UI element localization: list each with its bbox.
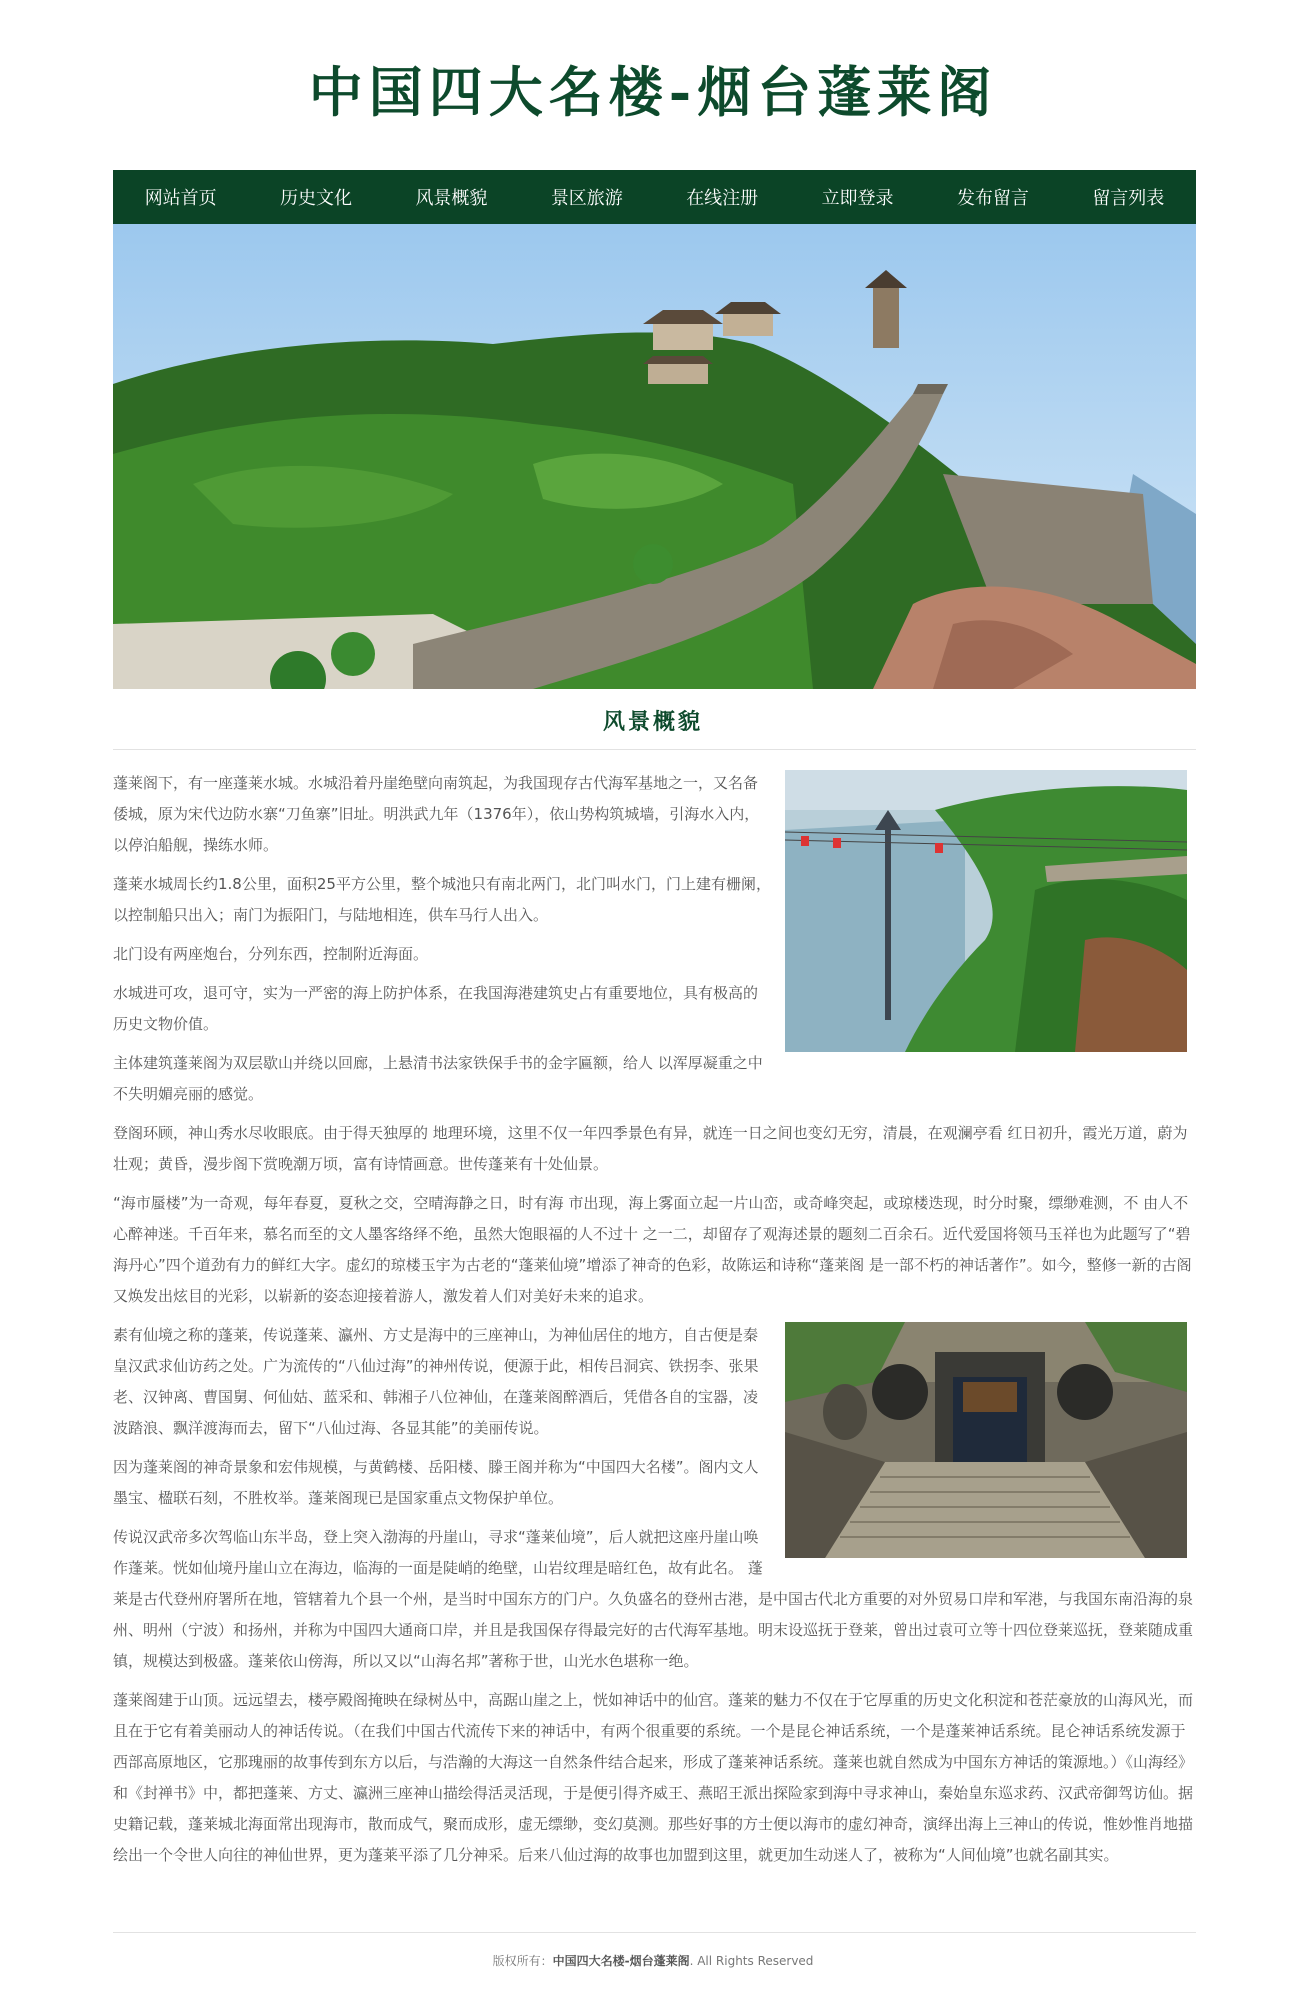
nav-item-login[interactable]: 立即登录 [821, 188, 894, 209]
paragraph: 素有仙境之称的蓬莱，传说蓬莱、瀛州、方丈是海中的三座神山，为神仙居住的地方，自古便是秦皇汉武求仙访药之处。广为流传的“八仙过海”的神州传说，便源于此，相传吕洞宾、铁拐李、张果老、汉钟离、曹国舅、何仙姑、蓝采和、韩湘子八位神仙，在蓬莱阁醉酒后，凭借各自的宝器，凌波踏浪、飘洋渡海而去，留下“八仙过海、各显其能”的美丽传说。 [113, 1326, 759, 1437]
footer-prefix: 版权所有： [492, 1954, 553, 1968]
paragraph: 蓬莱阁下，有一座蓬莱水城。水城沿着丹崖绝壁向南筑起，为我国现存古代海军基地之一，又名备倭城，原为宋代边防水寨“刀鱼寨”旧址。明洪武九年（1376年），依山势构筑城墙，引海水入内，以停泊船舰，操练水师。 [113, 774, 760, 854]
paragraph: 水城进可攻，退可守，实为一严密的海上防护体系，在我国海港建筑史占有重要地位，具有极高的历史文物价值。 [113, 984, 759, 1033]
site-title: 中国四大名楼-烟台蓬莱阁 [308, 60, 998, 124]
section-divider [113, 749, 1196, 750]
paragraph: 北门设有两座炮台，分列东西，控制附近海面。 [113, 945, 429, 963]
nav-item-tourism[interactable]: 景区旅游 [550, 188, 623, 209]
footer-site-name: 中国四大名楼-烟台蓬莱阁 [552, 1954, 690, 1968]
nav-item-post-message[interactable]: 发布留言 [956, 188, 1029, 209]
footer-rights: . All Rights Reserved [689, 1954, 814, 1968]
article-content [113, 768, 1196, 1879]
cable-car-image [785, 770, 1187, 1052]
paragraph: 蓬莱水城周长约1.8公里，面积25平方公里，整个城池只有南北两门，北门叫水门，门上建有栅阑，以控制船只出入；南门为振阳门，与陆地相连，供车马行人出入。 [113, 875, 771, 924]
paragraph: 登阁环顾，神山秀水尽收眼底。由于得天独厚的 地理环境，这里不仅一年四季景色有异，就连一日之间也变幻无穷，清晨，在观澜亭看 红日初升，霞光万道，蔚为壮观；黄昏，漫步阁下赏晚潮万顷，富有诗情画意。世传蓬莱有十处仙景。 [113, 1124, 1188, 1173]
paragraph: 蓬莱阁建于山顶。远远望去，楼亭殿阁掩映在绿树丛中，高踞山崖之上，恍如神话中的仙宫。蓬莱的魅力不仅在于它厚重的历史文化积淀和苍茫豪放的山海风光，而且在于它有着美丽动人的神话传说。（在我们中国古代流传下来的神话中，有两个很重要的系统。一个是昆仑神话系统，一个是蓬莱神话系统。昆仑神话系统发源于西部高原地区，它那瑰丽的故事传到东方以后，与浩瀚的大海这一自然条件结合起来，形成了蓬莱神话系统。蓬莱也就自然成为中国东方神话的策源地。）《山海经》和《封禅书》中，都把蓬莱、方丈、瀛洲三座神山描绘得活灵活现，于是便引得齐威王、燕昭王派出探险家到海中寻求神山，秦始皇东巡求药、汉武帝御驾访仙。据史籍记载，蓬莱城北海面常出现海市，散而成气，聚而成形，虚无缥缈，变幻莫测。那些好事的方士便以海市的虚幻神奇，演绎出海上三神山的传说，惟妙惟肖地描绘出一个令世人向往的神仙世界，更为蓬莱平添了几分神采。后来八仙过海的故事也加盟到这里，就更加生动迷人了，被称为“人间仙境”也就名副其实。 [113, 1691, 1194, 1864]
nav-item-message-list[interactable]: 留言列表 [1092, 188, 1165, 209]
paragraph: 传说汉武帝多次驾临山东半岛，登上突入渤海的丹崖山，寻求“蓬莱仙境”，后人就把这座丹崖山唤作蓬莱。恍如仙境丹崖山立在海边，临海的一面是陡峭的绝壁，山岩纹理是暗红色，故有此名。 蓬莱是古代登州府署所在地，管辖着九个县一个州，是当时中国东方的门户。久负盛名的登州古港，是中国古代北方重要的对外贸易口岸和军港，与我国东南沿海的泉州、明州（宁波）和扬州，并称为中国四大通商口岸，并且是我国保存得最完好的古代海军基地。明末设巡抚于登莱，曾出过袁可立等十四位登莱巡抚，登莱随成重镇，规模达到极盛。蓬莱依山傍海，所以又以“山海名邦”著称于世，山光水色堪称一绝。 [113, 1528, 1194, 1670]
nav-item-register[interactable]: 在线注册 [686, 188, 759, 209]
main-nav [113, 170, 1196, 224]
nav-item-history[interactable]: 历史文化 [280, 188, 353, 209]
paragraph: 因为蓬莱阁的神奇景象和宏伟规模，与黄鹤楼、岳阳楼、滕王阁并称为“中国四大名楼”。阁内文人墨宝、楹联石刻，不胜枚举。蓬莱阁现已是国家重点文物保护单位。 [113, 1458, 759, 1507]
paragraph: “海市蜃楼”为一奇观，每年春夏，夏秋之交，空晴海静之日，时有海 市出现，海上雾面立起一片山峦，或奇峰突起，或琼楼迭现，时分时聚，缥缈难测，不 由人不心醉神迷。千百年来，慕名而至的文人墨客络绎不绝，虽然大饱眼福的人不过十 之一二，却留存了观海述景的题刻二百余石。近代爱国将领马玉祥也为此题写了“碧海丹心”四个道劲有力的鲜红大字。虚幻的琼楼玉宇为古老的“蓬莱仙境”增添了神奇的色彩，故陈运和诗称“蓬莱阁 是一部不朽的神话著作”。如今，整修一新的古阁 又焕发出炫目的光彩，以崭新的姿态迎接着游人，激发着人们对美好未来的追求。 [113, 1194, 1192, 1305]
footer [0, 1952, 1306, 1969]
footer-divider [113, 1932, 1196, 1933]
section-title: 风景概貌 [602, 709, 703, 735]
nav-item-scenery[interactable]: 风景概貌 [415, 188, 488, 209]
banner-image [113, 224, 1196, 689]
gate-steps-image [785, 1322, 1187, 1558]
nav-item-home[interactable]: 网站首页 [144, 188, 217, 209]
paragraph: 主体建筑蓬莱阁为双层歇山并绕以回廊，上悬清书法家铁保手书的金字匾额，给人 以浑厚凝重之中不失明媚亮丽的感觉。 [113, 1054, 763, 1103]
